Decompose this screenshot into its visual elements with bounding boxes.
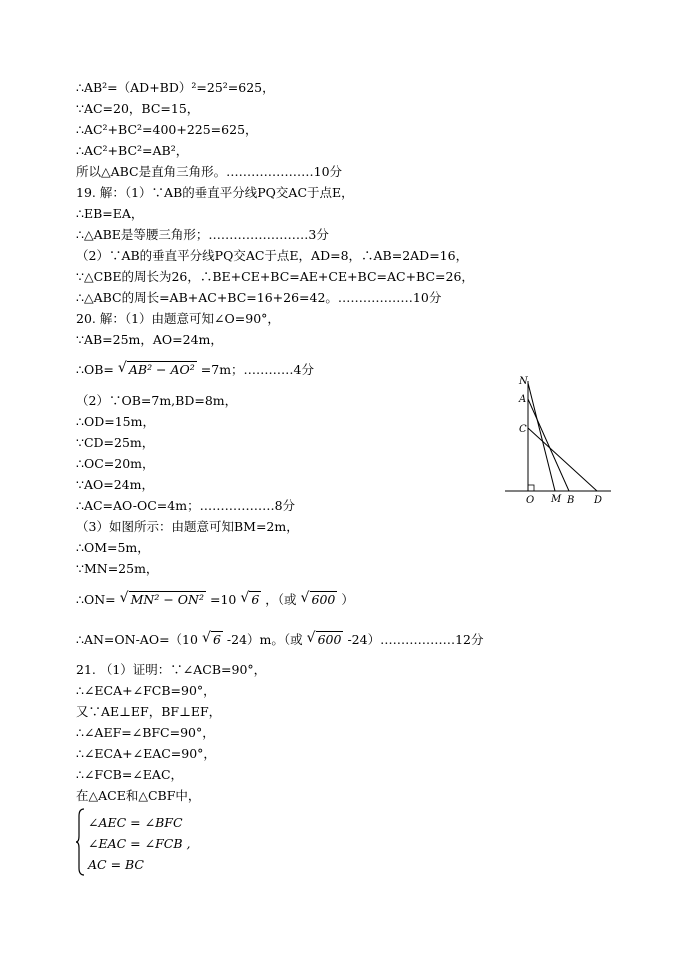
text-line: （3）如图所示：由题意可知BM=2m， [76,519,299,534]
text-line: ∴AC²+BC²=AB²， [76,143,189,158]
on-prefix: ∴ON= [76,592,116,607]
text-line: ∴△ABE是等腰三角形；……………………3分 [76,227,329,242]
on-radicand-2: 6 [251,592,260,607]
right-angle-mark [528,485,534,491]
text-line: ∵△CBE的周长为26，∴BE+CE+BC=AE+CE+BC=AC+BC=26， [76,269,474,284]
text-line: ∵MN=25m， [76,561,159,576]
on-tail: ，（或 [265,592,297,607]
text-line: ∵AC=20，BC=15， [76,101,200,116]
text-line: ∴∠FCB=∠EAC， [76,767,184,782]
text-line: 所以△ABC是直角三角形。…………………10分 [76,164,343,179]
text-line: ∴AC²+BC²=400+225=625， [76,122,258,137]
text-line: 在△ACE和△CBF中， [76,788,201,803]
sqrt-symbol [301,592,338,608]
text-line: ∵AB=25m，AO=24m， [76,332,223,347]
sqrt-symbol [307,632,344,648]
ob-prefix: ∴OB= [76,362,114,377]
label-o: O [526,495,535,506]
label-n: N [519,376,528,387]
ob-suffix: =7m；…………4分 [200,362,315,377]
text-line: ∴∠AEF=∠BFC=90°， [76,725,215,740]
sqrt-symbol [202,632,223,648]
text-line: ∴∠ECA+∠EAC=90°， [76,746,216,761]
text-line: ∴AC=AO-OC=4m；………………8分 [76,498,296,513]
text-line: （2）∵OB=7m,BD=8m， [76,393,238,408]
text-line: 21. （1）证明：∵∠ACB=90°， [76,662,267,677]
an-radicand-2: 600 [317,632,342,647]
text-line: ∴OM=5m， [76,540,150,555]
ob-equation [76,362,314,378]
label-d: D [594,495,603,506]
text-line: （2）∵AB的垂直平分线PQ交AC于点E，AD=8，∴AB=2AD=16， [76,248,469,263]
label-b: B [567,495,575,506]
an-mid: -24）m。（或 [226,632,303,647]
on-close: ） [341,592,354,607]
left-brace [76,808,86,876]
ladder-ab [528,399,569,491]
text-line: ∴△ABC的周长=AB+AC+BC=16+26=42。………………10分 [76,290,442,305]
ladder-nm [528,383,555,491]
text-line: 又∵AE⊥EF，BF⊥EF， [76,704,222,719]
label-m: M [551,494,562,505]
text-line: ∴OC=20m， [76,456,155,471]
text-line: 19. 解：（1）∵AB的垂直平分线PQ交AC于点E， [76,185,354,200]
sqrt-symbol [118,362,197,378]
an-tail: -24）………………12分 [347,632,484,647]
on-radicand-3: 600 [311,592,336,607]
on-radicand: MN² − ON² [130,592,204,607]
system-line: ∠AEC = ∠BFC [88,815,183,830]
text-line: ∴∠ECA+∠FCB=90°， [76,683,216,698]
an-radicand-1: 6 [212,632,221,647]
label-a: A [519,394,527,405]
system-line: ∠EAC = ∠FCB , [88,836,191,851]
on-mid: =10 [209,592,237,607]
ob-radicand: AB² − AO² [128,362,195,377]
an-prefix: ∴AN=ON-AO=（10 [76,632,198,647]
ladder-diagram [505,375,615,510]
ladder-cd [528,428,597,491]
text-line: ∴AB²=（AD+BD）²=25²=625， [76,80,275,95]
an-equation [76,632,484,648]
sqrt-symbol [120,592,206,608]
label-c: C [519,424,527,435]
text-line: ∵AO=24m， [76,477,154,492]
sqrt-symbol [240,592,261,608]
on-equation [76,592,354,608]
text-line: 20. 解：（1）由题意可知∠O=90°， [76,311,280,326]
text-line: ∴EB=EA， [76,206,144,221]
system-line: AC = BC [88,857,144,872]
text-line: ∴OD=15m， [76,414,155,429]
text-line: ∵CD=25m， [76,435,155,450]
